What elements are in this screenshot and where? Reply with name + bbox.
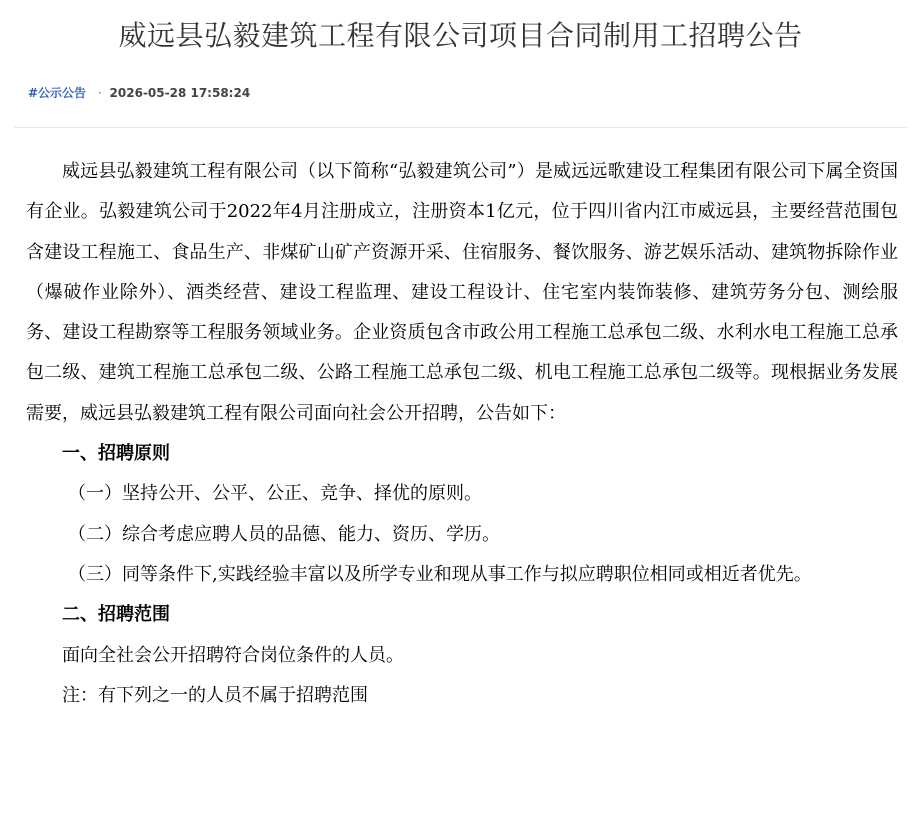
- intro-paragraph: 威远县弘毅建筑工程有限公司（以下简称“弘毅建筑公司”）是威远远歌建设工程集团有限公司下属全资国有企业。弘毅建筑公司于2022年4月注册成立，注册资本1亿元，位于四川省内江市威远县，主要经营范围包含建设工程施工、食品生产、非煤矿山矿产资源开采、住宿服务、餐饮服务、游艺娱乐活动、建筑物拆除作业（爆破作业除外）、酒类经营、建设工程监理、建设工程设计、住宅室内装饰装修、建筑劳务分包、测绘服务、建设工程勘察等工程服务领域业务。企业资质包含市政公用工程施工总承包二级、水利水电工程施工总承包二级、建筑工程施工总承包二级、公路工程施工总承包二级、机电工程施工总承包二级等。现根据业务发展需要，威远县弘毅建筑工程有限公司面向社会公开招聘，公告如下：: [26, 161, 898, 424]
- principle-item: （一）坚持公开、公平、公正、竞争、择优的原则。: [68, 483, 482, 505]
- principle-item: （二）综合考虑应聘人员的品德、能力、资历、学历。: [68, 523, 500, 545]
- article-meta: [28, 84, 250, 101]
- section-heading-principles: 一、招聘原则: [62, 443, 170, 465]
- scope-paragraph: 面向全社会公开招聘符合岗位条件的人员。: [62, 644, 404, 666]
- section-heading-scope: 二、招聘范围: [62, 604, 170, 626]
- article-body: [26, 152, 898, 716]
- category-link[interactable]: #公示公告: [28, 86, 87, 100]
- page-title: 威远县弘毅建筑工程有限公司项目合同制用工招聘公告: [118, 19, 803, 52]
- header-divider: [14, 127, 907, 128]
- principle-item: （三）同等条件下,实践经验丰富以及所学专业和现从事工作与拟应聘职位相同或相近者优先。: [68, 563, 812, 585]
- publish-datetime: 2026-05-28 17:58:24: [109, 86, 251, 100]
- meta-separator: ·: [97, 86, 102, 100]
- note-paragraph: 注：有下列之一的人员不属于招聘范围: [62, 684, 368, 706]
